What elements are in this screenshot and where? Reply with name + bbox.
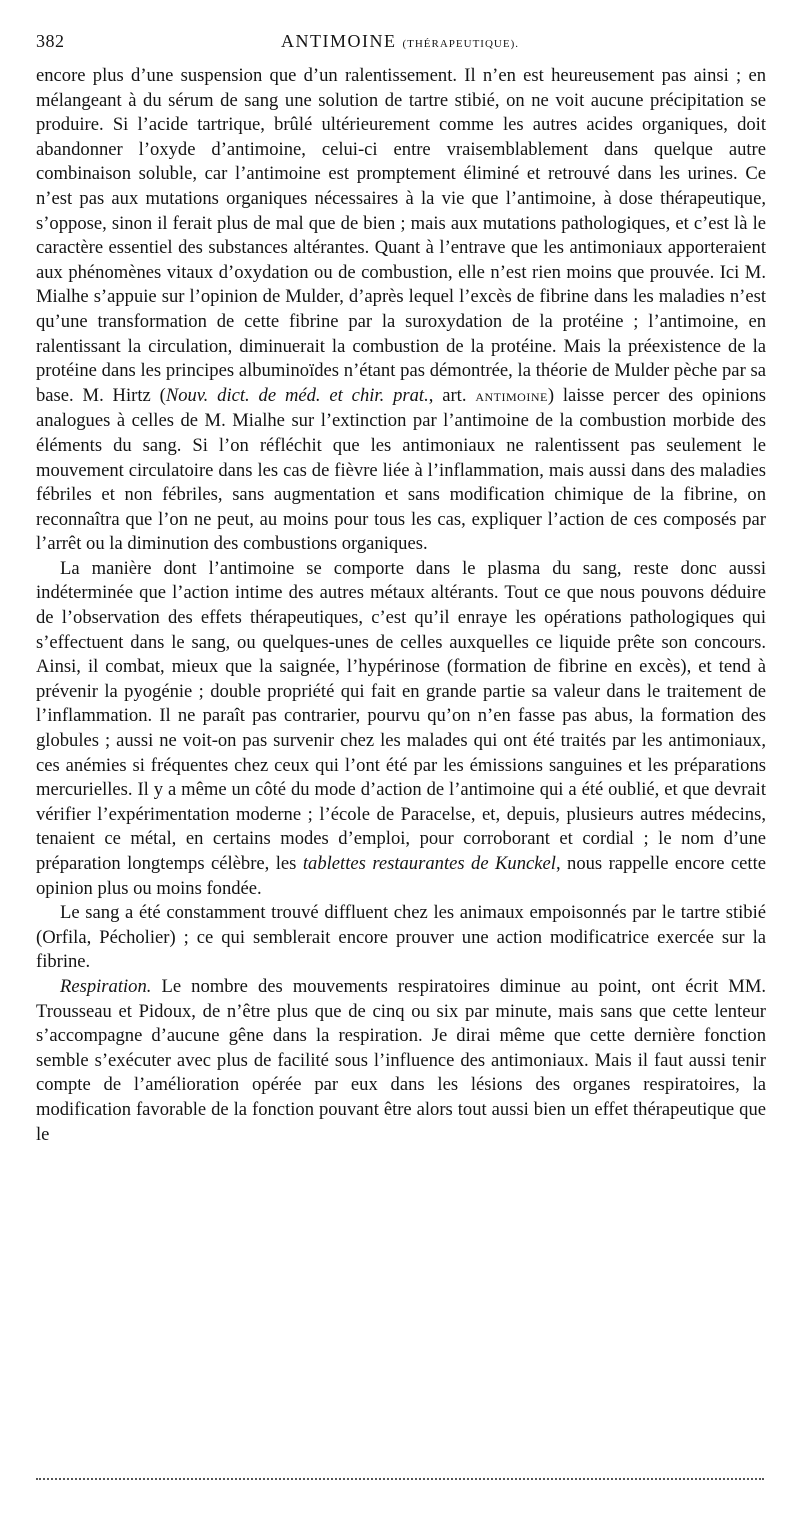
footer-dotted-rule — [36, 1478, 764, 1480]
running-head — [36, 28, 764, 57]
paragraph-3: Le sang a été constamment trouvé diffluent chez les animaux empoisonnés par le tartre stibié (Orfila, Pécholier) ; ce qui semblerait encore prouver une action modificatrice exercée sur la fibrine. — [36, 902, 766, 973]
paragraph-2 — [36, 557, 766, 901]
article-name: ANTIMOINE — [475, 389, 548, 404]
section-heading-respiration: Respiration. — [60, 975, 152, 997]
page-number: 382 — [36, 31, 65, 51]
paragraph-1 — [36, 64, 766, 557]
paragraph-2-text-a: La manière dont l’antimoine se comporte dans le plasma du sang, reste donc aussi indéterminée que l’action intime des autres métaux altérants. Tout ce que nous pouvons déduire de l’observation des effets thérapeutiques, c’est qu’il enraye les opérations pathologiques qui s’effectuent dans le sang, ou quelques-unes de celles auxquelles ce liquide prête son concours. Ainsi, il combat, mieux que la saignée, l’hypérinose (formation de fibrine en excès), et tend à prévenir la pyogénie ; double propriété qui fait en grande partie sa valeur dans le traitement de l’inflammation. Il ne paraît pas contrarier, pourvu qu’on n’en fasse pas abus, la formation des globules ; aussi ne voit-on pas survenir chez les malades qui ont été traités par les antimoniaux, ces anémies si fréquentes chez ceux qui l’ont été par les émissions sanguines et les préparations mercurielles. Il y a même un côté du mode d’action de l’antimoine qui a été oublié, et que devrait vérifier l’expérimentation moderne ; l’école de Paracelse, et, depuis, plusieurs autres médecins, tenaient ce métal, en certains modes d’emploi, pour corroborant et cordial ; le nom d’une préparation longtemps célèbre, les — [36, 557, 766, 874]
running-subtitle: (THÉRAPEUTIQUE). — [402, 38, 519, 50]
paragraph-4 — [36, 975, 766, 1147]
running-title: ANTIMOINE — [281, 31, 397, 51]
citation-title: Nouv. dict. de méd. et chir. prat. — [165, 384, 429, 406]
paragraph-1-text-a: encore plus d’une suspension que d’un ralentissement. Il n’en est heureusement pas ainsi ; en mélangeant à du sérum de sang une solution de tartre stibié, on ne voit aucune précipitation se produire. Si l’acide tartrique, brûlé ultérieurement comme les autres acides organiques, doit abandonner l’oxyde d’antimoine, celui-ci entre vraisemblablement dans quelque autre combinaison soluble, car l’antimoine est promptement éliminé et retrouvé dans les urines. Ce n’est pas aux mutations organiques nécessaires à la vie que l’antimoine, à dose thérapeutique, s’oppose, sinon il ferait plus de mal que de bien ; mais aux mutations pathologiques, et c’est là le caractère essentiel des substances altérantes. Quant à l’entrave que les antimoniaux apporteraient aux phénomènes vitaux d’oxydation ou de combustion, elle n’est rien moins que prouvée. Ici M. Mialhe s’appuie sur l’opinion de Mulder, d’après lequel l’excès de fibrine dans les maladies n’est qu’une transformation de cette fibrine par la suroxydation de la protéine ; l’antimoine, en ralentissant la circulation, diminuerait la combustion de la protéine. Mais la préexistence de la protéine dans les principes albuminoïdes n’étant pas démontrée, la théorie de Mulder pèche par sa base. M. Hirtz ( — [36, 65, 766, 406]
page-header — [36, 28, 764, 54]
paragraph-4-text: Le nombre des mouvements respiratoires diminue au point, ont écrit MM. Trousseau et Pidoux, de n’être plus que de cinq ou six par minute, mais sans que cette lenteur s’accompagne d’aucune gêne dans la respiration. Je dirai même que cette dernière fonction semble s’exécuter avec plus de facilité sous l’influence des antimoniaux. Mais il faut aussi tenir compte de l’amélioration opérée par eux dans les lésions des organes respiratoires, la modification favorable de la fonction pouvant être alors tout aussi bien un effet thérapeutique que le — [36, 975, 766, 1145]
paragraph-2-text-b: , nous rappelle encore cette opinion plus ou moins fondée. — [36, 853, 766, 899]
paragraph-1-text-c: ) laisse percer des opinions analogues à celles de M. Mialhe sur l’extinction par l’antimoine de la combustion morbide des éléments du sang. Si l’on réfléchit que les antimoniaux ne ralentissent pas seulement le mouvement circulatoire dans les cas de fièvre liée à l’inflammation, mais aussi dans des maladies fébriles et non fébriles, sans augmentation et sans modification chimique de la fibrine, on reconnaîtra que l’on ne peut, au moins pour tous les cas, expliquer l’action de ces composés par l’arrêt ou la diminution des combustions organiques. — [36, 384, 766, 555]
paragraph-1-text-b: , art. — [428, 384, 476, 406]
emphasis-kunckel: tablettes restaurantes de Kunckel — [302, 853, 556, 874]
page-body — [36, 64, 766, 1147]
